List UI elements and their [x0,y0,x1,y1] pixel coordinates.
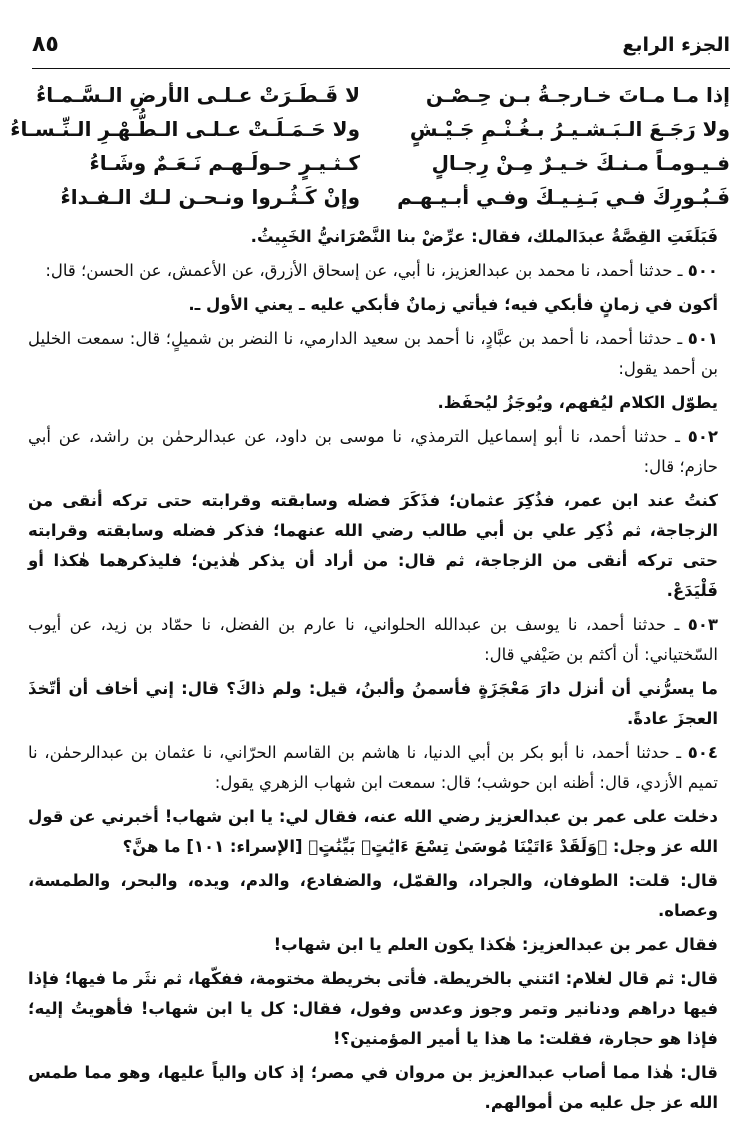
narration-paragraph [28,256,730,286]
verse-second-hemistich: وإنْ كَـثُـروا ونـحـن لـك الـفـداءُ [60,185,360,209]
narration-paragraph [28,422,730,482]
narration-paragraph [28,610,730,670]
verse-second-hemistich: ولا حَـمَـلَـتْ عـلـى الـطُّـهْـرِ الـنِّـسـاءُ [10,117,360,141]
narration-paragraph [28,738,730,798]
quote-paragraph [28,964,730,1054]
quote-paragraph [28,222,730,252]
page-header [32,30,730,64]
paragraph-text: قال: قلت: الطوفان، والجراد، والقمّل، والضفادع، والدم، ويده، والبحر، والطمسة، وعصاه. [28,871,718,920]
poem-block [10,78,730,214]
verse-first-hemistich: إذا مـا مـاتَ خـارجـةُ بـن حِـصْـن [425,83,730,107]
paragraph-text: ـ حدثنا أحمد، نا محمد بن عبدالعزيز، نا أبي، عن إسحاق الأزرق، عن الأعمش، عن الحسن؛ قال: [45,261,683,280]
paragraph-text: قال: هٰذا مما أصاب عبدالعزيز بن مروان في مصر؛ إذ كان والياً عليها، وهو مما طمس الله عز جل عليه من أموالهم. [28,1063,718,1112]
report-number: ٥٠٤ [687,743,718,762]
paragraph-text: فقال عمر بن عبدالعزيز: هٰكذا يكون العلم يا ابن شهاب! [273,935,718,954]
paragraph-text: دخلت على عمر بن عبدالعزيز رضي الله عنه، فقال لي: يا ابن شهاب! أخبرني عن قول الله عز وجل: ﴿وَلَقَدْ ءَاتَيْنَا مُوسَىٰ تِسْعَ ءَايَٰتٍۭ بَيِّنَٰتٍ﴾ [الإسراء: ١٠١] ما هنَّ؟ [28,807,718,856]
quote-paragraph [28,866,730,926]
poem-verse [30,78,730,112]
report-number: ٥٠٠ [687,261,718,280]
paragraph-text: ـ حدثنا أحمد، نا أحمد بن عبَّادٍ، نا أحمد بن سعيد الدارمي، نا النضر بن شميلٍ؛ قال: سمعت الخليل بن أحمد يقول: [28,329,718,378]
verse-first-hemistich: فَـبُـورِكَ فـي بَـنِـيـكَ وفـي أبـيـهـم [397,185,730,209]
quote-paragraph [28,1058,730,1118]
poem-verse [10,112,730,146]
page-number: ٨٥ [32,32,59,57]
quote-paragraph [28,674,730,734]
paragraph-text: فَبَلَغَتِ القِصَّةُ عبدَالملك، فقال: عرِّضْ بنا النَّصْرَانيُّ الخَبِيثُ. [250,227,718,246]
report-number: ٥٠١ [687,329,718,348]
narration-paragraph [28,324,730,384]
paragraph-text: أكون في زمانٍ فأبكي فيه؛ فيأتي زمانٌ فأبكي عليه ـ يعني الأول ـ. [188,295,718,314]
paragraph-text: يطوّل الكلام ليُفهم، ويُوجَزُ ليُحفَظ. [437,393,718,412]
quote-paragraph [28,486,730,606]
poem-verse [30,180,730,214]
report-number: ٥٠٢ [687,427,718,446]
poem-verse [30,146,730,180]
quote-paragraph [28,290,730,320]
quote-paragraph [28,388,730,418]
quote-paragraph [28,802,730,862]
paragraph-text: ـ حدثنا أحمد، نا يوسف بن عبدالله الحلواني، نا عارم بن الفضل، نا حمّاد بن زيد، عن أيوب السّختياني: أن أكثم بن صَيْفي قال: [28,615,718,664]
paragraph-text: ما يسرُّني أن أنزل دارَ مَعْجَزَةٍ فأسمنُ وألبنُ، قيل: ولم ذاكَ؟ قال: إني أخاف أن أتّخذَ العجزَ عادةً. [28,679,718,728]
paragraph-text: قال: ثم قال لغلام: ائتني بالخريطة. فأتى بخريطة مختومة، ففكّها، ثم نثَر ما فيها؛ فإذا فيها دراهم ودنانير وتمر وجوز وعدس وفول، فقال: كل يا ابن شهاب! فأهويتُ إليه؛ فإذا هو حجارة، فقلت: ما هذا يا أمير المؤمنين؟! [28,969,718,1048]
paragraph-text: ـ حدثنا أحمد، نا أبو بكر بن أبي الدنيا، نا هاشم بن القاسم الحرّاني، نا عثمان بن عبدالرحمٰن، نا تميم الأزدي، قال: أظنه ابن حوشب؛ قال: سمعت ابن شهاب الزهري يقول: [28,743,718,792]
header-rule [32,68,730,69]
verse-first-hemistich: فـيـومـاً مـنـكَ خـيـرٌ مِـنْ رِجـالٍ [431,151,730,175]
body-text [28,222,730,1122]
verse-first-hemistich: ولا رَجَـعَ الـبَـشـيـرُ بـغُـنْـمِ جَـيْـشٍ [409,117,730,141]
verse-second-hemistich: لا قَـطَـرَتْ عـلـى الأرضِ الـسَّـمـاءُ [36,83,360,107]
running-title: الجزء الرابع [622,34,730,56]
report-number: ٥٠٣ [687,615,718,634]
paragraph-text: ـ حدثنا أحمد، نا أبو إسماعيل الترمذي، نا موسى بن داود، عن عبدالرحمٰن بن راشد، عن أبي حازم؛ قال: [28,427,718,476]
verse-second-hemistich: كـثـيـرٍ حـولَـهـم نَـعَـمٌ وشَـاءُ [89,151,360,175]
quote-paragraph [28,930,730,960]
paragraph-text: كنتُ عند ابن عمر، فذُكِرَ عثمان؛ فذَكَرَ فضله وسابقته وقرابته حتى تركه أنقى من الزجاجة، ثم ذُكِر علي بن أبي طالب رضي الله عنهما؛ فذكر فضله وسابقته وقرابته حتى تركه أنقى من الزجاجة، ثم قال: من أراد أن يذكر هٰذين؛ فليذكرهما هٰكذا أو فَلْيَدَعْ. [28,491,718,600]
